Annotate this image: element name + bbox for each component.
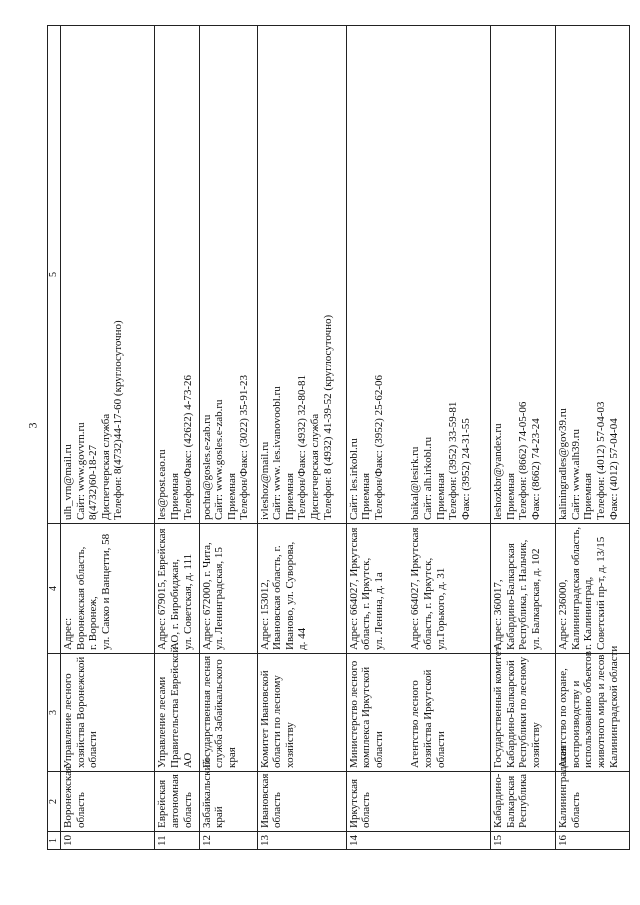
address-cell-line: область, г. Иркутск, <box>360 557 373 650</box>
region-cell <box>155 772 199 832</box>
contacts-cell-line: Телефон: (8662) 74-05-06 <box>517 401 530 520</box>
rotated-table-sheet <box>47 25 630 850</box>
cell-spacer <box>385 29 409 520</box>
address-cell-line: АО, г. Биробиджан, <box>169 558 182 650</box>
contacts-cell-line: Сайт: www.alh39.ru <box>569 429 582 520</box>
organization-cell-line: Калининградской области <box>607 645 620 768</box>
region-cell-line: Еврейская <box>156 779 169 828</box>
region-cell-line: область <box>74 792 87 828</box>
organization-cell-line: использованию объектов <box>582 651 595 768</box>
contacts-cell-line: Телефон: 8(4732)44-17-60 (круглосуточно) <box>112 320 125 520</box>
contacts-cell <box>257 26 346 524</box>
region-cell-line: область <box>271 792 284 828</box>
address-cell <box>155 524 199 654</box>
table-row <box>257 26 346 850</box>
address-cell-line: ул. Сакко и Ванцетти, 58 <box>99 533 112 650</box>
contacts-cell-line: kaliningradles@gov39.ru <box>557 408 570 520</box>
contacts-cell-line: 8(4732)60-18-27 <box>87 444 100 520</box>
region-cell-line: Кабардино- <box>492 773 505 828</box>
address-cell-line: Адрес: 236000, <box>557 579 570 650</box>
address-cell-line: область, г. Иркутск, <box>422 557 435 650</box>
organization-cell-line: Кабардино-Балкарской <box>504 660 517 768</box>
region-cell-line: область <box>181 792 194 828</box>
contacts-cell <box>155 26 199 524</box>
cell-spacer <box>385 527 409 650</box>
row-number-cell-text: 12 <box>200 835 213 846</box>
address-cell <box>556 524 630 654</box>
column-header-2: 2 <box>48 772 61 832</box>
organization-cell-line: хозяйства Воронежской <box>74 656 87 768</box>
contacts-cell-line: Телефон: 8 (4932) 41-39-52 (круглосуточно) <box>321 314 334 520</box>
row-number-cell-text: 16 <box>557 835 570 846</box>
contacts-cell-line: Телефон/Факс: (4932) 32-80-81 <box>296 375 309 520</box>
organization-cell-line: Правительства Еврейской <box>169 646 182 768</box>
region-cell-line: Балкарская <box>504 775 517 828</box>
row-number-cell-text: 13 <box>258 835 271 846</box>
column-header-5: 5 <box>48 26 61 524</box>
contacts-cell-line: Приемная <box>434 472 447 520</box>
contacts-cell-line: Сайт: les.irkobl.ru <box>347 438 360 520</box>
region-cell <box>346 772 490 832</box>
organization-cell <box>155 646 199 772</box>
address-cell-line: Советский пр-т, д. 13/15 <box>594 536 607 650</box>
address-cell <box>491 524 556 654</box>
table-body <box>61 26 630 850</box>
contacts-cell-line: Сайт: www.gosles.e-zab.ru <box>213 399 226 520</box>
organization-cell-line: Комитет Ивановской <box>258 670 271 768</box>
organization-cell-line: животного мира и лесов <box>594 654 607 768</box>
organization-cell-line: Государственная лесная <box>200 655 213 768</box>
column-header-1: 1 <box>48 832 61 850</box>
address-cell-line: Адрес: 664027, Иркутская <box>409 527 422 650</box>
address-cell-line: Калининградская область, <box>569 526 582 650</box>
contacts-cell-line: Сайт: alh.irkobl.ru <box>422 436 435 520</box>
row-number-cell-text: 14 <box>347 835 360 846</box>
region-cell <box>199 758 257 832</box>
region-cell-line: область <box>569 792 582 828</box>
address-cell <box>257 524 346 654</box>
contacts-cell-line: Диспетчерская служба <box>309 413 322 520</box>
address-cell-line: г. Калининград, <box>582 576 595 650</box>
contacts-cell <box>61 26 155 524</box>
forestry-agencies-table <box>47 25 630 850</box>
address-cell-line: Ивановская область, г. <box>271 545 284 650</box>
contacts-cell <box>556 26 630 524</box>
row-number-cell-text: 15 <box>492 835 505 846</box>
contacts-cell-line: ivleshoz@mail.ru <box>258 441 271 520</box>
table-row <box>199 26 257 850</box>
organization-cell-line: хозяйству <box>283 722 296 768</box>
table-row <box>556 26 630 850</box>
contacts-cell-line: Приемная <box>283 472 296 520</box>
region-cell-line: Калининградская <box>557 746 570 828</box>
organization-cell <box>346 654 490 772</box>
address-cell-line: ул. Ленина, д. 1а <box>372 572 385 650</box>
cell-spacer <box>385 657 409 768</box>
organization-cell-line: комплекса Иркутской <box>360 666 373 768</box>
organization-cell-line: области по лесному <box>271 675 284 768</box>
table-row <box>346 26 490 850</box>
row-number-cell <box>257 832 346 850</box>
organization-cell-line: области <box>434 731 447 768</box>
organization-cell-line: Управление лесами <box>156 676 169 768</box>
region-cell <box>556 746 630 832</box>
address-cell-line: Воронежская область, <box>74 546 87 650</box>
address-cell-line: ул. Балкарская, д. 102 <box>529 548 542 650</box>
region-cell-line: Воронежская <box>62 765 74 828</box>
contacts-cell-line: Приемная <box>582 472 595 520</box>
address-cell-line: Адрес: 679015, Еврейская <box>156 528 169 650</box>
contacts-cell-line: Сайт: www.govvrn.ru <box>74 422 87 520</box>
contacts-cell-line: Факс: (3952) 24-31-55 <box>459 418 472 520</box>
address-cell-line: Адрес: 664027, Иркутская <box>347 527 360 650</box>
contacts-cell-line: Телефон/Факс: (42622) 4-73-26 <box>181 375 194 520</box>
table-header-row <box>48 26 61 850</box>
table-row <box>155 26 199 850</box>
row-number-cell-text: 10 <box>62 835 74 846</box>
address-cell-line: Адрес: 153012, <box>258 579 271 650</box>
address-cell-line: ул.Горького, д. 31 <box>434 567 447 650</box>
address-cell-line: Адрес: <box>62 617 74 650</box>
address-cell-line: ул. Советская, д. 111 <box>181 553 194 650</box>
table-row <box>61 26 155 850</box>
contacts-cell-line: Приемная <box>360 472 373 520</box>
organization-cell-line: хозяйства Иркутской <box>422 669 435 768</box>
contacts-cell-line: Факс: (8662) 74-23-24 <box>529 418 542 520</box>
address-cell <box>199 524 257 654</box>
page-number: 3 <box>25 422 40 429</box>
contacts-cell-line: Приемная <box>504 472 517 520</box>
organization-cell-line: воспроизводству и <box>569 680 582 768</box>
address-cell <box>346 524 490 654</box>
address-cell-line: Адрес: 360017, <box>492 579 505 650</box>
row-number-cell <box>556 832 630 850</box>
address-cell <box>61 524 155 654</box>
address-cell-line: Иваново, ул. Суворова, <box>283 541 296 650</box>
region-cell <box>61 765 155 832</box>
organization-cell <box>199 654 257 772</box>
contacts-cell <box>346 26 490 524</box>
region-cell <box>257 772 346 832</box>
contacts-cell-line: les@post.eao.ru <box>156 449 169 520</box>
address-cell-line: Республика, г. Нальчик, <box>517 539 530 650</box>
region-cell-line: Республика <box>517 773 530 828</box>
organization-cell-line: Министерство лесного <box>347 660 360 768</box>
region-cell-line: край <box>213 806 226 828</box>
region-cell-line: Ивановская <box>258 773 271 828</box>
column-header-4: 4 <box>48 524 61 654</box>
row-number-cell-text: 11 <box>156 835 169 846</box>
organization-cell <box>257 654 346 772</box>
contacts-cell-line: leshozkbr@yandex.ru <box>492 423 505 520</box>
contacts-cell-line: pochta@gosles.e-zab.ru <box>200 414 213 520</box>
contacts-cell-line: Телефон: (4012) 57-04-03 <box>594 401 607 520</box>
organization-cell-line: хозяйству <box>529 722 542 768</box>
organization-cell-line: АО <box>181 752 194 768</box>
region-cell-line: область <box>360 792 373 828</box>
contacts-cell-line: Диспетчерская служба <box>99 413 112 520</box>
row-number-cell <box>346 832 490 850</box>
contacts-cell-line: Приемная <box>225 472 238 520</box>
address-cell-line: Адрес: 672000, г. Чита, <box>200 542 213 650</box>
address-cell-line: ул. Ленинградская, 15 <box>213 547 226 650</box>
organization-cell-line: области <box>87 731 100 768</box>
region-cell-line: Иркутская <box>347 778 360 828</box>
row-number-cell <box>61 832 155 850</box>
organization-cell-line: служба Забайкальского <box>213 659 226 768</box>
region-cell <box>491 772 556 832</box>
organization-cell-line: Агентство лесного <box>409 680 422 768</box>
organization-cell <box>61 654 155 772</box>
contacts-cell-line: Факс: (4012) 57-04-04 <box>607 418 620 520</box>
address-cell-line: Кабардино-Балкарская <box>504 543 517 650</box>
row-number-cell <box>491 832 556 850</box>
organization-cell <box>556 645 630 772</box>
row-number-cell <box>199 832 257 850</box>
contacts-cell-line: Приемная <box>169 472 182 520</box>
contacts-cell-line: ulh_vrn@mail.ru <box>62 444 74 520</box>
organization-cell <box>491 646 556 772</box>
region-cell-line: Забайкальский <box>200 758 213 828</box>
contacts-cell-line: baikal@lesirk.ru <box>409 446 422 520</box>
row-number-cell <box>155 832 199 850</box>
table-row <box>491 26 556 850</box>
address-cell-line: г. Воронеж, <box>87 596 100 650</box>
contacts-cell-line: Телефон/Факс: (3952) 25-62-06 <box>372 375 385 520</box>
address-cell-line: д. 44 <box>296 627 309 650</box>
organization-cell-line: области <box>372 731 385 768</box>
region-cell-line: автономная <box>169 774 182 828</box>
organization-cell-line: Государственный комитет <box>492 646 505 768</box>
organization-cell-line: Управление лесного <box>62 673 74 768</box>
contacts-cell <box>491 26 556 524</box>
organization-cell-line: Агентство по охране, <box>557 668 570 768</box>
contacts-cell-line: Телефон: (3952) 33-59-81 <box>447 401 460 520</box>
contacts-cell <box>199 26 257 524</box>
contacts-cell-line: Сайт: www. les.ivanovoobl.ru <box>271 386 284 520</box>
organization-cell-line: Республики по лесному <box>517 656 530 768</box>
organization-cell-line: края <box>225 747 238 768</box>
column-header-3: 3 <box>48 654 61 772</box>
contacts-cell-line: Телефон/Факс: (3022) 35-91-23 <box>238 375 251 520</box>
